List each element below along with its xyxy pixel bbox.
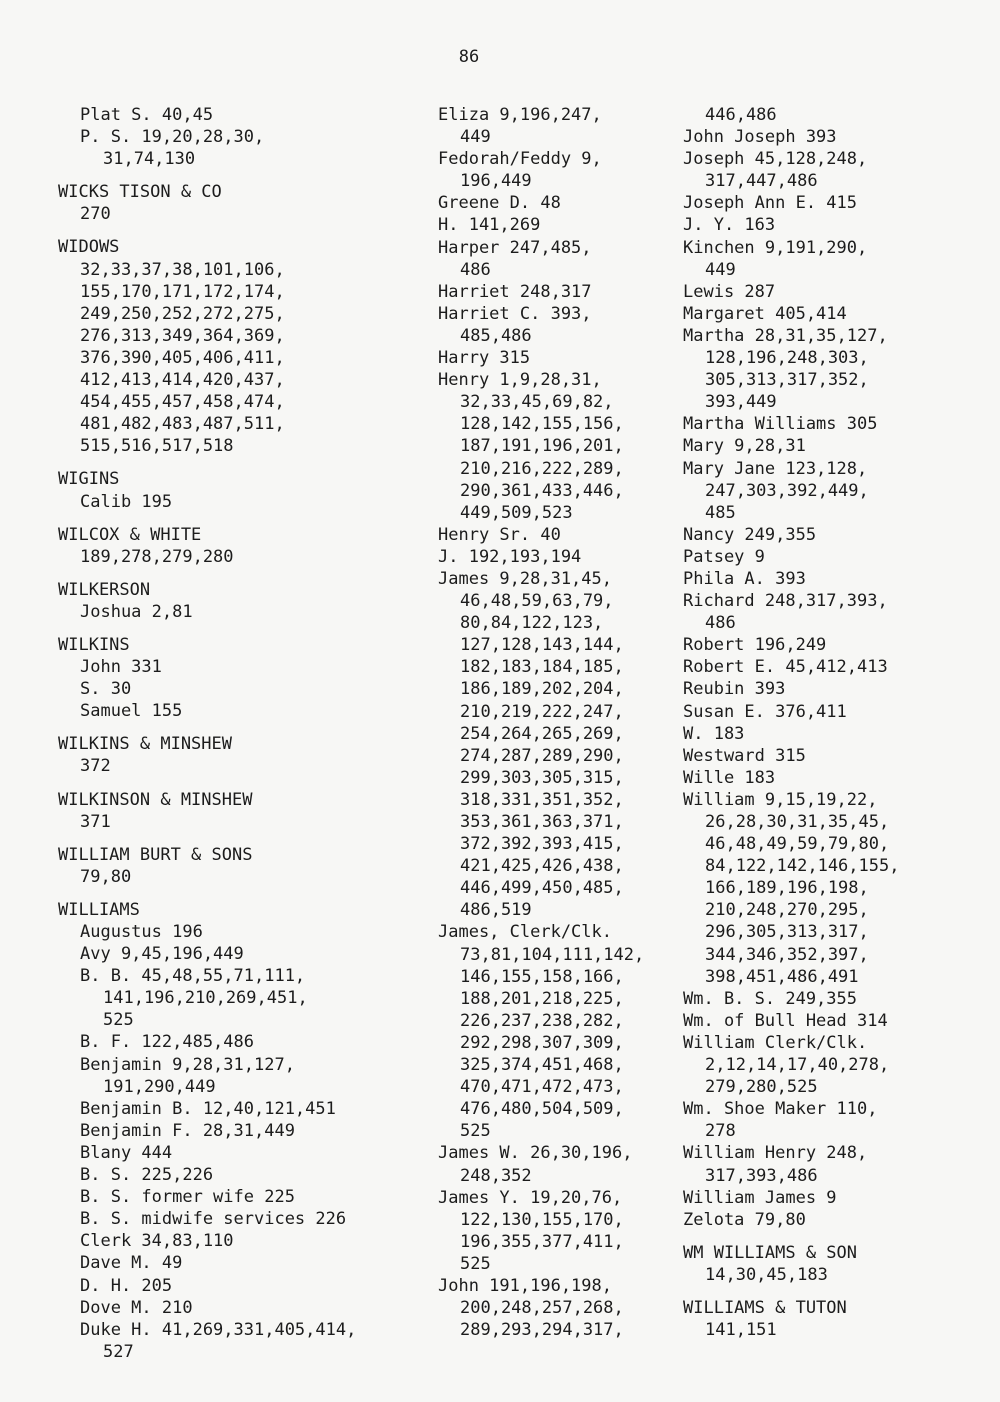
index-column-1 xyxy=(58,104,418,1363)
index-entry-line: Wm. Shoe Maker 110, xyxy=(683,1099,878,1120)
index-heading: WM WILLIAMS & SON xyxy=(683,1242,857,1263)
index-entry-line: 226,237,238,282, xyxy=(460,1010,624,1031)
index-entry-line: Wille 183 xyxy=(683,767,776,788)
index-entry-line: Robert E. 45,412,413 xyxy=(683,657,888,678)
index-entry-line: Joseph 45,128,248, xyxy=(683,149,868,170)
index-entry-line: Robert 196,249 xyxy=(683,635,827,656)
index-entry-line: Richard 248,317,393, xyxy=(683,591,888,612)
index-entry-line: William Clerk/Clk. xyxy=(683,1032,868,1053)
index-entry-line: 79,80 xyxy=(80,866,132,887)
index-entry-line: William Henry 248, xyxy=(683,1143,868,1164)
index-entry-line: 318,331,351,352, xyxy=(460,789,624,810)
index-entry-line: 344,346,352,397, xyxy=(705,944,869,965)
index-entry-line: 486 xyxy=(460,259,491,280)
index-entry-line: 412,413,414,420,437, xyxy=(80,370,285,391)
index-entry-line: 200,248,257,268, xyxy=(460,1298,624,1319)
index-entry-line: Joseph Ann E. 415 xyxy=(683,193,857,214)
index-entry-line: 146,155,158,166, xyxy=(460,966,624,987)
index-entry-line: 182,183,184,185, xyxy=(460,657,624,678)
index-entry-line: 393,449 xyxy=(705,392,777,413)
index-entry-line: 166,189,196,198, xyxy=(705,878,869,899)
index-entry-line: Plat S. 40,45 xyxy=(80,105,214,125)
index-entry-line: Augustus 196 xyxy=(80,922,203,942)
index-entry-line: John 191,196,198, xyxy=(438,1275,612,1296)
index-entry-line: 46,48,49,59,79,80, xyxy=(705,834,890,855)
index-entry-line: 398,451,486,491 xyxy=(705,966,859,987)
index-entry-line: 305,313,317,352, xyxy=(705,370,869,391)
index-entry-line: 189,278,279,280 xyxy=(80,546,234,567)
index-entry-line: 274,287,289,290, xyxy=(460,745,624,766)
index-entry-line: 80,84,122,123, xyxy=(460,613,604,634)
index-entry-line: Mary 9,28,31 xyxy=(683,436,806,457)
index-entry-line: 248,352 xyxy=(460,1165,532,1186)
index-entry-line: 525 xyxy=(103,1010,134,1031)
index-entry-line: Eliza 9,196,247, xyxy=(438,105,602,125)
index-entry-line: 292,298,307,309, xyxy=(460,1032,624,1053)
index-entry-line: J. Y. 163 xyxy=(683,215,776,236)
index-entry-line: H. 141,269 xyxy=(438,215,541,236)
index-entry-line: 210,216,222,289, xyxy=(460,458,624,479)
index-entry-line: 290,361,433,446, xyxy=(460,480,624,501)
index-heading: WILKINS xyxy=(58,634,130,655)
index-heading: WILKERSON xyxy=(58,579,151,600)
index-entry-line: 421,425,426,438, xyxy=(460,856,624,877)
index-entry-line: Mary Jane 123,128, xyxy=(683,458,868,479)
index-entry-line: 141,196,210,269,451, xyxy=(103,988,308,1009)
index-entry-line: 371 xyxy=(80,811,111,832)
index-entry-line: 527 xyxy=(103,1341,134,1362)
index-entry-line: 32,33,37,38,101,106, xyxy=(80,259,285,280)
index-heading: WILKINS & MINSHEW xyxy=(58,734,232,755)
index-entry-line: 476,480,504,509, xyxy=(460,1099,624,1120)
index-entry-line: 278 xyxy=(705,1121,736,1142)
index-entry-line: 376,390,405,406,411, xyxy=(80,347,285,368)
index-entry-line: Avy 9,45,196,449 xyxy=(80,944,244,965)
index-entry-line: Nancy 249,355 xyxy=(683,524,817,545)
index-entry-line: Greene D. 48 xyxy=(438,193,561,214)
index-entry-line: Calib 195 xyxy=(80,491,173,512)
index-entry-line: 449 xyxy=(460,127,491,148)
index-entry-line: Zelota 79,80 xyxy=(683,1209,806,1230)
index-entry-line: 155,170,171,172,174, xyxy=(80,281,285,302)
index-entry-line: 485 xyxy=(705,502,736,523)
index-entry-line: Benjamin B. 12,40,121,451 xyxy=(80,1098,336,1119)
index-entry-line: 127,128,143,144, xyxy=(460,635,624,656)
index-entry-line: Dove M. 210 xyxy=(80,1297,193,1318)
index-entry-line: P. S. 19,20,28,30, xyxy=(80,127,265,148)
index-entry-line: Benjamin F. 28,31,449 xyxy=(80,1120,295,1141)
index-entry-line: 26,28,30,31,35,45, xyxy=(705,812,890,832)
index-entry-line: 279,280,525 xyxy=(705,1077,818,1098)
index-entry-line: 525 xyxy=(460,1121,491,1142)
index-entry-line: W. 183 xyxy=(683,723,745,744)
index-entry-line: James 9,28,31,45, xyxy=(438,568,612,589)
index-entry-line: B. F. 122,485,486 xyxy=(80,1032,254,1053)
index-entry-line: 84,122,142,146,155, xyxy=(705,856,900,877)
index-heading: WILLIAM BURT & SONS xyxy=(58,844,253,865)
index-heading: WICKS TISON & CO xyxy=(58,182,222,203)
index-entry-line: B. B. 45,48,55,71,111, xyxy=(80,966,306,987)
index-entry-line: Lewis 287 xyxy=(683,281,776,302)
index-heading: WIDOWS xyxy=(58,237,120,258)
index-entry-line: 372,392,393,415, xyxy=(460,834,624,855)
index-entry-line: Duke H. 41,269,331,405,414, xyxy=(80,1319,357,1340)
index-entry-line: S. 30 xyxy=(80,679,132,700)
index-entry-line: 247,303,392,449, xyxy=(705,480,869,501)
index-entry-line: 14,30,45,183 xyxy=(705,1264,828,1285)
index-entry-line: Dave M. 49 xyxy=(80,1253,183,1274)
index-column-3 xyxy=(683,104,983,1341)
index-entry-line: B. S. 225,226 xyxy=(80,1165,214,1186)
index-entry-line: William James 9 xyxy=(683,1187,837,1208)
index-entry-line: Patsey 9 xyxy=(683,546,765,567)
index-entry-line: James W. 26,30,196, xyxy=(438,1143,633,1164)
index-entry-line: Harper 247,485, xyxy=(438,237,592,258)
index-entry-line: Samuel 155 xyxy=(80,701,183,722)
index-entry-line: 46,48,59,63,79, xyxy=(460,591,614,612)
index-entry-line: Clerk 34,83,110 xyxy=(80,1231,234,1252)
index-entry-line: 486 xyxy=(705,613,736,634)
index-entry-line: 470,471,472,473, xyxy=(460,1077,624,1098)
index-entry-line: Margaret 405,414 xyxy=(683,303,847,324)
index-entry-line: Harriet C. 393, xyxy=(438,303,592,324)
index-entry-line: 446,486 xyxy=(705,105,777,125)
index-entry-line: 187,191,196,201, xyxy=(460,436,624,457)
index-entry-line: 122,130,155,170, xyxy=(460,1209,624,1230)
index-entry-line: Henry Sr. 40 xyxy=(438,524,561,545)
index-entry-line: 486,519 xyxy=(460,900,532,921)
index-entry-line: 254,264,265,269, xyxy=(460,723,624,744)
index-entry-line: B. S. midwife services 226 xyxy=(80,1209,347,1230)
index-entry-line: Fedorah/Feddy 9, xyxy=(438,149,602,170)
index-heading: WILLIAMS & TUTON xyxy=(683,1297,847,1318)
index-entry-line: Phila A. 393 xyxy=(683,568,806,589)
index-entry-line: 446,499,450,485, xyxy=(460,878,624,899)
index-entry-line: Blany 444 xyxy=(80,1142,173,1163)
index-entry-line: 73,81,104,111,142, xyxy=(460,944,645,965)
index-entry-line: B. S. former wife 225 xyxy=(80,1187,295,1208)
index-entry-line: 210,219,222,247, xyxy=(460,701,624,722)
index-entry-line: 299,303,305,315, xyxy=(460,767,624,788)
index-heading: WIGINS xyxy=(58,469,120,490)
index-entry-line: 372 xyxy=(80,756,111,777)
index-entry-line: 317,447,486 xyxy=(705,171,818,192)
index-entry-line: 289,293,294,317, xyxy=(460,1320,624,1341)
index-column-2 xyxy=(438,104,688,1341)
index-heading: WILCOX & WHITE xyxy=(58,524,202,545)
index-entry-line: 296,305,313,317, xyxy=(705,922,869,943)
index-entry-line: 485,486 xyxy=(460,325,532,346)
index-entry-line: Martha Williams 305 xyxy=(683,414,878,435)
index-entry-line: 186,189,202,204, xyxy=(460,679,624,700)
index-entry-line: 481,482,483,487,511, xyxy=(80,414,285,435)
index-entry-line: Harriet 248,317 xyxy=(438,281,592,302)
index-entry-line: Wm. B. S. 249,355 xyxy=(683,988,857,1009)
index-entry-line: 196,449 xyxy=(460,171,532,192)
index-entry-line: John Joseph 393 xyxy=(683,127,837,148)
index-entry-line: William 9,15,19,22, xyxy=(683,789,878,810)
index-entry-line: Reubin 393 xyxy=(683,679,786,700)
index-entry-line: 128,196,248,303, xyxy=(705,348,869,369)
index-entry-line: Martha 28,31,35,127, xyxy=(683,325,888,346)
index-entry-line: 128,142,155,156, xyxy=(460,414,624,435)
index-entry-line: 31,74,130 xyxy=(103,149,196,170)
index-entry-line: 525 xyxy=(460,1253,491,1274)
page-number: 86 xyxy=(458,47,480,67)
index-entry-line: J. 192,193,194 xyxy=(438,546,582,567)
index-entry-line: 210,248,270,295, xyxy=(705,900,869,921)
index-entry-line: 2,12,14,17,40,278, xyxy=(705,1055,890,1076)
index-entry-line: D. H. 205 xyxy=(80,1275,173,1296)
index-entry-line: 449 xyxy=(705,259,736,280)
index-entry-line: 191,290,449 xyxy=(103,1076,216,1097)
index-entry-line: 249,250,252,272,275, xyxy=(80,303,285,324)
index-entry-line: 276,313,349,364,369, xyxy=(80,325,285,346)
index-entry-line: James, Clerk/Clk. xyxy=(438,922,612,943)
index-entry-line: Joshua 2,81 xyxy=(80,601,193,622)
index-entry-line: 325,374,451,468, xyxy=(460,1055,624,1076)
index-entry-line: 515,516,517,518 xyxy=(80,436,234,457)
index-entry-line: Susan E. 376,411 xyxy=(683,701,847,722)
index-entry-line: Kinchen 9,191,290, xyxy=(683,237,868,258)
index-heading: WILKINSON & MINSHEW xyxy=(58,789,253,810)
index-entry-line: Harry 315 xyxy=(438,348,531,369)
index-entry-line: Benjamin 9,28,31,127, xyxy=(80,1054,295,1075)
index-entry-line: John 331 xyxy=(80,657,162,678)
index-entry-line: 270 xyxy=(80,204,111,225)
index-entry-line: 32,33,45,69,82, xyxy=(460,392,614,413)
index-entry-line: Wm. of Bull Head 314 xyxy=(683,1010,888,1031)
index-entry-line: 353,361,363,371, xyxy=(460,812,624,832)
index-entry-line: Henry 1,9,28,31, xyxy=(438,370,602,391)
index-entry-line: 317,393,486 xyxy=(705,1165,818,1186)
index-entry-line: 449,509,523 xyxy=(460,502,573,523)
index-entry-line: 188,201,218,225, xyxy=(460,988,624,1009)
index-entry-line: Westward 315 xyxy=(683,745,806,766)
index-heading: WILLIAMS xyxy=(58,899,140,920)
index-entry-line: 196,355,377,411, xyxy=(460,1231,624,1252)
index-entry-line: James Y. 19,20,76, xyxy=(438,1187,623,1208)
index-entry-line: 454,455,457,458,474, xyxy=(80,392,285,413)
index-entry-line: 141,151 xyxy=(705,1320,777,1341)
